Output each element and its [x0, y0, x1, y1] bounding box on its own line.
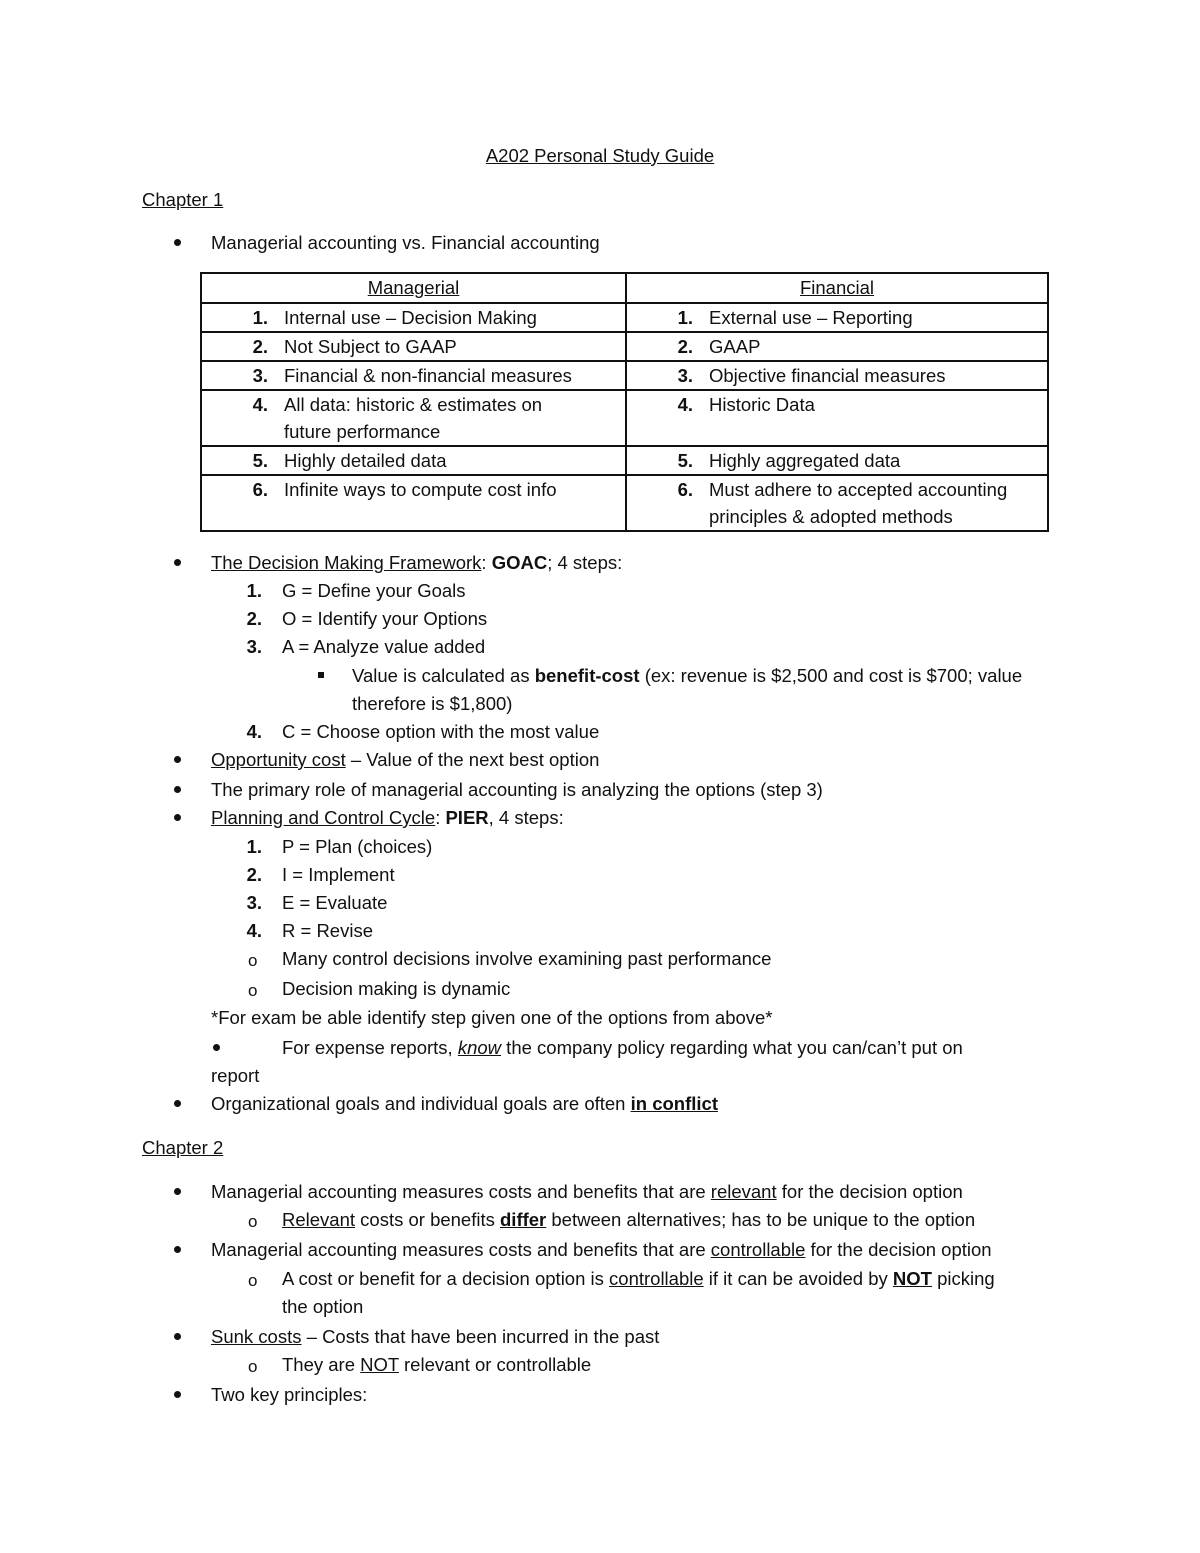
table-cell — [201, 390, 626, 446]
table-header-cell — [201, 273, 626, 303]
table-cell — [626, 361, 1048, 390]
sunk-sub-post: relevant or controllable — [398, 1354, 592, 1375]
header-financial: Financial — [799, 277, 875, 298]
controllable-sub-emph: NOT — [892, 1268, 932, 1289]
bullet-icon — [174, 1188, 181, 1195]
step-number: 3. — [246, 892, 262, 913]
cell-text: GAAP — [709, 336, 761, 357]
value-post: (ex: revenue is $2,500 and cost is $700; value — [639, 665, 1023, 686]
table-row — [201, 475, 1048, 531]
table-header-cell — [626, 273, 1048, 303]
relevant-term: relevant — [710, 1181, 777, 1202]
circle-bullet-icon: o — [248, 981, 258, 1000]
relevant-sub-mid: costs or benefits — [355, 1209, 500, 1230]
step-number: 3. — [246, 636, 262, 657]
table-cell — [626, 446, 1048, 475]
relevant-pre: Managerial accounting measures costs and benefits that are — [211, 1181, 711, 1202]
chapter-1-heading: Chapter 1 — [142, 189, 224, 210]
dmf-term: The Decision Making Framework — [211, 552, 482, 573]
row-number: 6. — [677, 479, 693, 500]
cell-text: Historic Data — [709, 394, 815, 415]
relevant-line — [211, 1180, 963, 1204]
row-number: 4. — [677, 394, 693, 415]
expense-post: the company policy regarding what you can/can’t put on — [501, 1037, 963, 1058]
bullet-icon — [174, 1100, 181, 1107]
step-number: 4. — [246, 721, 262, 742]
pier-step: R = Revise — [282, 920, 373, 941]
table-row — [201, 446, 1048, 475]
sunk-sub — [282, 1353, 591, 1377]
value-bold: benefit-cost — [534, 665, 640, 686]
primary-role-line: The primary role of managerial accounting is analyzing the options (step 3) — [211, 779, 823, 800]
table-cell — [201, 303, 626, 332]
table-cell — [626, 475, 1048, 531]
sunk-rest: – Costs that have been incurred in the past — [301, 1326, 660, 1347]
relevant-post: for the decision option — [776, 1181, 963, 1202]
bullet-icon — [174, 1333, 181, 1340]
sunk-sub-pre: They are — [282, 1354, 361, 1375]
controllable-sub-post: picking — [931, 1268, 995, 1289]
controllable-sub-line-2: the option — [282, 1296, 364, 1317]
expense-emph: know — [457, 1037, 502, 1058]
cell-text: All data: historic & estimates on future performance — [284, 394, 543, 442]
controllable-sub-term: controllable — [609, 1268, 704, 1289]
dmf-step: G = Define your Goals — [282, 580, 466, 601]
step-number: 4. — [246, 920, 262, 941]
pier-sub: Decision making is dynamic — [282, 978, 511, 999]
chapter-2-heading: Chapter 2 — [142, 1137, 224, 1158]
table-header-row — [201, 273, 1048, 303]
bullet-icon — [174, 1246, 181, 1253]
row-number: 2. — [677, 336, 693, 357]
table-cell — [626, 303, 1048, 332]
step-number: 1. — [246, 580, 262, 601]
table-row — [201, 332, 1048, 361]
page-title: A202 Personal Study Guide — [485, 145, 715, 166]
table-cell — [201, 446, 626, 475]
org-line — [211, 1092, 718, 1116]
pier-term: Planning and Control Cycle — [211, 807, 436, 828]
header-managerial: Managerial — [367, 277, 460, 298]
opportunity-line — [211, 748, 599, 772]
cell-text: Not Subject to GAAP — [284, 336, 457, 357]
row-number: 1. — [252, 307, 268, 328]
bullet-icon — [213, 1044, 220, 1051]
bullet-icon — [174, 756, 181, 763]
circle-bullet-icon: o — [248, 951, 258, 970]
principles-line: Two key principles: — [211, 1384, 368, 1405]
dmf-step: O = Identify your Options — [282, 608, 488, 629]
step-number: 2. — [246, 864, 262, 885]
dmf-line — [211, 551, 622, 575]
pier-line — [211, 806, 564, 830]
row-number: 5. — [252, 450, 268, 471]
sunk-sub-emph: NOT — [360, 1354, 399, 1375]
sunk-term: Sunk costs — [211, 1326, 302, 1347]
dmf-step: C = Choose option with the most value — [282, 721, 600, 742]
step-number: 2. — [246, 608, 262, 629]
table-cell — [201, 475, 626, 531]
row-number: 3. — [677, 365, 693, 386]
opportunity-term: Opportunity cost — [211, 749, 346, 770]
bullet-icon — [174, 814, 181, 821]
bullet-icon — [174, 1391, 181, 1398]
row-number: 3. — [252, 365, 268, 386]
relevant-sub — [282, 1208, 975, 1232]
org-pre: Organizational goals and individual goals are often — [211, 1093, 631, 1114]
cell-text: Highly aggregated data — [709, 450, 901, 471]
cell-text: Objective financial measures — [709, 365, 946, 386]
value-line-2: therefore is $1,800) — [352, 693, 513, 714]
table-cell — [626, 390, 1048, 446]
pier-rest: , 4 steps: — [488, 807, 564, 828]
row-number: 2. — [252, 336, 268, 357]
table-row — [201, 361, 1048, 390]
relevant-sub-term: Relevant — [282, 1209, 356, 1230]
dmf-step: A = Analyze value added — [282, 636, 486, 657]
cell-text: Financial & non-financial measures — [284, 365, 572, 386]
circle-bullet-icon: o — [248, 1212, 258, 1231]
pier-step: E = Evaluate — [282, 892, 388, 913]
controllable-post: for the decision option — [805, 1239, 992, 1260]
value-line — [352, 664, 1022, 688]
pier-colon: : — [435, 807, 446, 828]
table-row — [201, 303, 1048, 332]
row-number: 6. — [252, 479, 268, 500]
pier-step: I = Implement — [282, 864, 395, 885]
row-number: 1. — [677, 307, 693, 328]
table-cell — [201, 361, 626, 390]
controllable-line — [211, 1238, 992, 1262]
row-number: 4. — [252, 394, 268, 415]
value-pre: Value is calculated as — [352, 665, 535, 686]
cell-text: External use – Reporting — [709, 307, 913, 328]
dmf-rest: ; 4 steps: — [547, 552, 623, 573]
bullet-icon — [174, 239, 181, 246]
cell-text: Internal use – Decision Making — [284, 307, 537, 328]
comparison-table — [200, 272, 1049, 532]
controllable-term: controllable — [710, 1239, 806, 1260]
cell-text: Must adhere to accepted accounting principles & adopted methods — [709, 479, 1008, 527]
relevant-sub-emph: differ — [500, 1209, 547, 1230]
org-emph: in conflict — [630, 1093, 718, 1114]
table-cell — [626, 332, 1048, 361]
dmf-acronym: GOAC — [491, 552, 548, 573]
controllable-pre: Managerial accounting measures costs and benefits that are — [211, 1239, 711, 1260]
exam-note: *For exam be able identify step given one of the options from above* — [211, 1007, 773, 1028]
bullet-icon — [174, 559, 181, 566]
pier-sub: Many control decisions involve examining past performance — [282, 948, 772, 969]
step-number: 1. — [246, 836, 262, 857]
relevant-sub-post: between alternatives; has to be unique to the option — [546, 1209, 976, 1230]
dmf-colon: : — [481, 552, 492, 573]
cell-text: Highly detailed data — [284, 450, 447, 471]
controllable-sub — [282, 1267, 995, 1291]
expense-line — [282, 1036, 963, 1060]
bullet-icon — [174, 786, 181, 793]
square-bullet-icon — [318, 672, 324, 678]
pier-step: P = Plan (choices) — [282, 836, 433, 857]
sunk-line — [211, 1325, 659, 1349]
controllable-sub-mid: if it can be avoided by — [703, 1268, 893, 1289]
pier-acronym: PIER — [445, 807, 489, 828]
circle-bullet-icon: o — [248, 1271, 258, 1290]
table-row — [201, 390, 1048, 446]
expense-line-2: report — [211, 1065, 260, 1086]
intro-text: Managerial accounting vs. Financial accounting — [211, 232, 600, 253]
row-number: 5. — [677, 450, 693, 471]
circle-bullet-icon: o — [248, 1357, 258, 1376]
cell-text: Infinite ways to compute cost info — [284, 479, 557, 500]
expense-pre: For expense reports, — [282, 1037, 458, 1058]
controllable-sub-pre: A cost or benefit for a decision option is — [282, 1268, 610, 1289]
opportunity-rest: – Value of the next best option — [345, 749, 600, 770]
table-cell — [201, 332, 626, 361]
